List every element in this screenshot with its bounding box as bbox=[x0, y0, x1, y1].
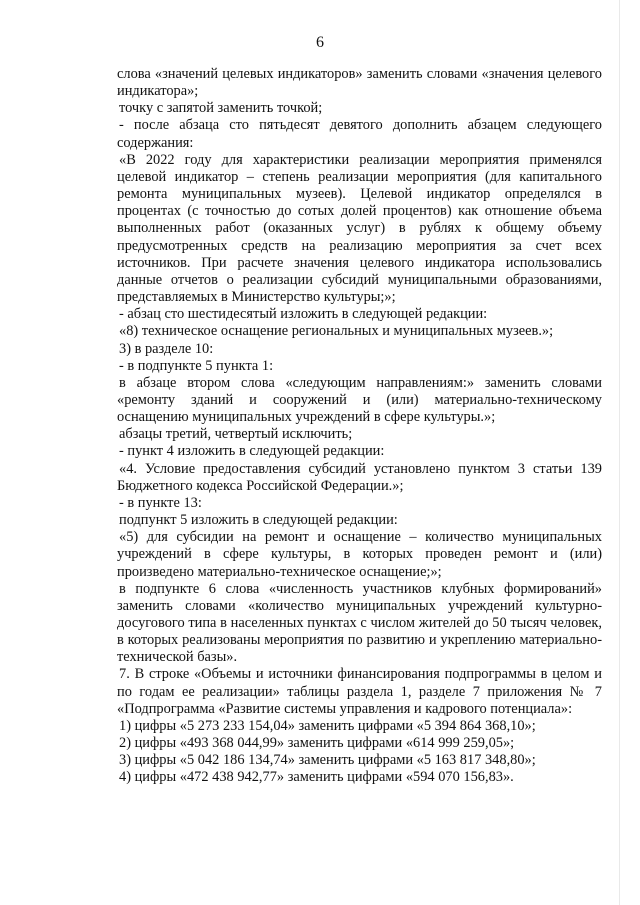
paragraph: 4) цифры «472 438 942,77» заменить цифрами «594 070 156,83». bbox=[119, 769, 514, 786]
paragraph: - после абзаца сто пятьдесят девятого дополнить абзацем следующего содержания: bbox=[117, 117, 602, 151]
paragraph: в абзаце втором слова «следующим направлениям:» заменить словами «ремонту зданий и сооружений и (или) материально-техническому оснащению муниципальных учреждений в сфере культуры.»; bbox=[117, 374, 602, 426]
paragraph: в подпункте 6 слова «численность участников клубных формирований» заменить словами «количество муниципальных учреждений культурно-досугового типа в населенных пунктах с числом жителей до 50 тысяч человек, в которых реализованы мероприятия по развитию и укреплению материально-технической базы». bbox=[117, 580, 602, 666]
paragraph: - пункт 4 изложить в следующей редакции: bbox=[119, 443, 385, 460]
paragraph: 2) цифры «493 368 044,99» заменить цифрами «614 999 259,05»; bbox=[119, 735, 515, 752]
paragraph: 3) в разделе 10: bbox=[119, 340, 214, 357]
paragraph: «4. Условие предоставления субсидий установлено пунктом 3 статьи 139 Бюджетного кодекса Российской Федерации.»; bbox=[117, 460, 602, 494]
page-edge bbox=[619, 0, 620, 905]
paragraph: 1) цифры «5 273 233 154,04» заменить цифрами «5 394 864 368,10»; bbox=[119, 717, 536, 734]
paragraph: 7. В строке «Объемы и источники финансирования подпрограммы в целом и по годам ее реализации» таблицы раздела 1, разделе 7 приложения № 7 «Подпрограмма «Развитие системы управления и кадрового потенциала»: bbox=[117, 666, 602, 717]
paragraph: - в подпункте 5 пункта 1: bbox=[119, 357, 274, 374]
document-body bbox=[117, 66, 602, 787]
paragraph: подпункт 5 изложить в следующей редакции: bbox=[119, 512, 398, 529]
paragraph: слова «значений целевых индикаторов» заменить словами «значения целевого индикатора»; bbox=[117, 66, 602, 100]
paragraph: точку с запятой заменить точкой; bbox=[119, 100, 323, 117]
page-number: 6 bbox=[316, 34, 324, 51]
paragraph: 3) цифры «5 042 186 134,74» заменить цифрами «5 163 817 348,80»; bbox=[119, 752, 536, 769]
paragraph: «5) для субсидии на ремонт и оснащение – количество муниципальных учреждений в сфере культуры, в которых проведен ремонт и (или) произведено материально-техническое оснащение;»; bbox=[117, 529, 602, 580]
paragraph: абзацы третий, четвертый исключить; bbox=[119, 426, 353, 443]
paragraph: - в пункте 13: bbox=[119, 494, 202, 511]
paragraph: «В 2022 году для характеристики реализации мероприятия применялся целевой индикатор – степень реализации мероприятия (для капитального ремонта муниципальных музеев). Целевой индикатор определялся в процентах (с точностью до сотых долей процентов) как отношение объема выполненных работ (оказанных услуг) в рублях к общему объему предусмотренных средств на реализацию мероприятия за счет всех источников. При расчете значения целевого индикатора использовались данные отчетов о реализации субсидий муниципальными образованиями, представляемых в Министерство культуры;»; bbox=[117, 151, 602, 306]
paragraph: «8) техническое оснащение региональных и муниципальных музеев.»; bbox=[119, 323, 554, 340]
paragraph: - абзац сто шестидесятый изложить в следующей редакции: bbox=[119, 306, 488, 323]
